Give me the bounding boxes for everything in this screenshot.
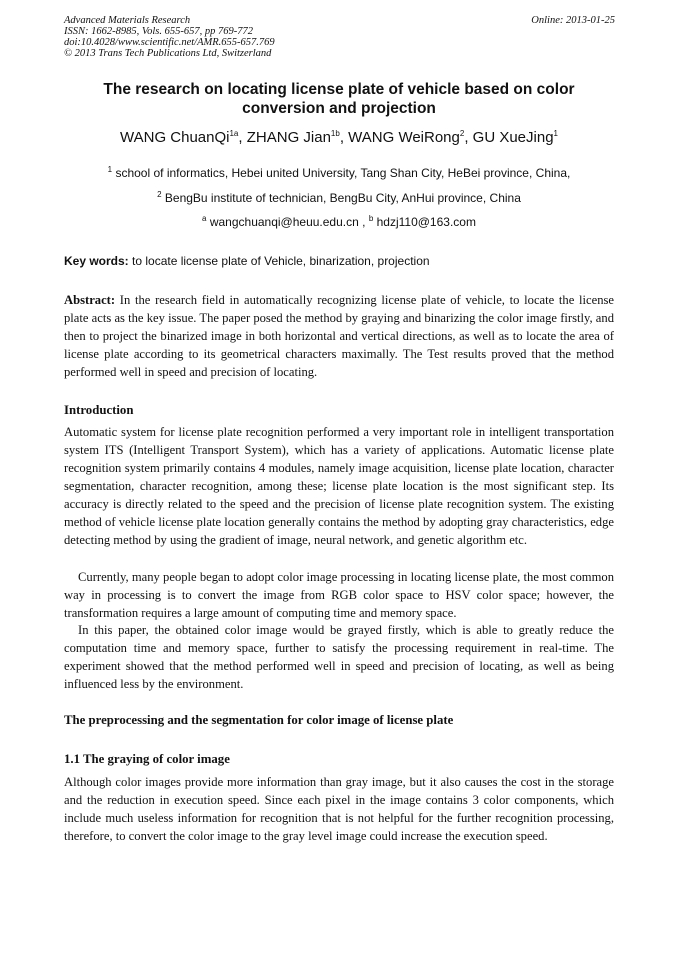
author-sep: , — [339, 129, 349, 146]
aff1-text: school of informatics, Hebei united University, Tang Shan City, HeBei province, China, — [115, 166, 571, 180]
author-sup: 2 — [459, 129, 465, 138]
copyright-line: © 2013 Trans Tech Publications Ltd, Switzerland — [64, 48, 272, 59]
email-b: hdzj110@163.com — [376, 215, 476, 229]
section-2-1-heading: 1.1 The graying of color image — [64, 752, 230, 766]
intro-paragraph-3: In this paper, the obtained color image would be grayed firstly, which is able to greatly reduce the computation time and memory space, further to satisfy the processing requirement in real-time. The experiment showed that the method performed well in speed and precision of locating, as well as being influenced less by the environment. — [64, 623, 614, 691]
author-name: GU XueJing — [472, 129, 554, 146]
email-a-sup: a — [202, 214, 207, 223]
aff1-sup: 1 — [107, 165, 113, 174]
email-b-sup: b — [368, 214, 374, 223]
author-list — [64, 128, 614, 148]
intro-paragraph-1: Automatic system for license plate recognition performed a very important role in intelligent transportation system ITS (Intelligent Transport System), which has a variety of applications. Automatic license plate recognition system primarily contains 4 modules, namely image acquisition, license plate location, character segmentation, character recognition, among these; license plate location is the most significant step. Its accuracy is directly related to the speed and the precision of license plate recognition system. The existing method of vehicle license plate location generally contains the method by adopting gray characteristics, edge detecting method by using the gradient of image, neural network, and genetic algorithm etc. — [64, 425, 614, 547]
online-date: Online: 2013-01-25 — [531, 15, 615, 26]
section-2-heading: The preprocessing and the segmentation for color image of license plate — [64, 713, 454, 727]
doi-line: doi:10.4028/www.scientific.net/AMR.655-657.769 — [64, 37, 275, 48]
aff2-sup: 2 — [157, 190, 162, 199]
introduction-heading: Introduction — [64, 403, 134, 417]
keywords — [64, 254, 614, 268]
author-name: ZHANG Jian — [246, 129, 331, 146]
author-sep: , — [238, 129, 247, 146]
aff2-text: BengBu institute of technician, BengBu City, AnHui province, China — [164, 191, 521, 205]
abstract-label: Abstract: — [64, 293, 116, 307]
keywords-text: to locate license plate of Vehicle, binarization, projection — [132, 254, 430, 268]
author-sup: 1 — [553, 129, 558, 138]
title-line-1: The research on locating license plate of vehicle based on color — [103, 81, 575, 98]
title-line-2: conversion and projection — [242, 100, 436, 117]
affiliation-2 — [64, 191, 614, 205]
email-a: wangchuanqi@heuu.edu.cn — [209, 215, 359, 229]
abstract-text: In the research field in automatically recognizing license plate of vehicle, to locate the license plate acts as the key issue. The paper posed the method by graying and binarizing the color image firstly, and then to project the binarized image in both horizontal and vertical directions, as well as to locate the area of license plate according to its geometrical characters maximally. The Test results proved that the method performed well in speed and precision of locating. — [64, 293, 614, 379]
email-sep: , — [358, 215, 369, 229]
author-sup: 1a — [229, 129, 239, 138]
author-name: WANG WeiRong — [348, 129, 460, 146]
paper-title — [64, 80, 614, 118]
intro-paragraph-2: Currently, many people began to adopt color image processing in locating license plate, the most common way in processing is to convert the image from RGB color space to HSV color space; however, the transformation requires a large amount of computing time and memory space. — [64, 570, 614, 620]
author-name: WANG ChuanQi — [120, 129, 230, 146]
journal-header — [64, 15, 275, 59]
section-2-1-paragraph: Although color images provide more information than gray image, but it also causes the cost in the storage and the reduction in execution speed. Since each pixel in the image contains 3 color components, which include much useless information for recognition that is not helpful for the further recognition processing, therefore, to convert the color image to the gray level image could increase the execution speed. — [64, 775, 614, 843]
affiliation-1 — [64, 166, 614, 180]
emails — [64, 215, 614, 229]
journal-name: Advanced Materials Research — [64, 15, 191, 26]
abstract — [64, 291, 614, 381]
author-sup: 1b — [330, 129, 340, 138]
issn-line: ISSN: 1662-8985, Vols. 655-657, pp 769-772 — [64, 26, 253, 37]
keywords-label: Key words: — [64, 254, 129, 268]
author-sep: , — [464, 129, 473, 146]
